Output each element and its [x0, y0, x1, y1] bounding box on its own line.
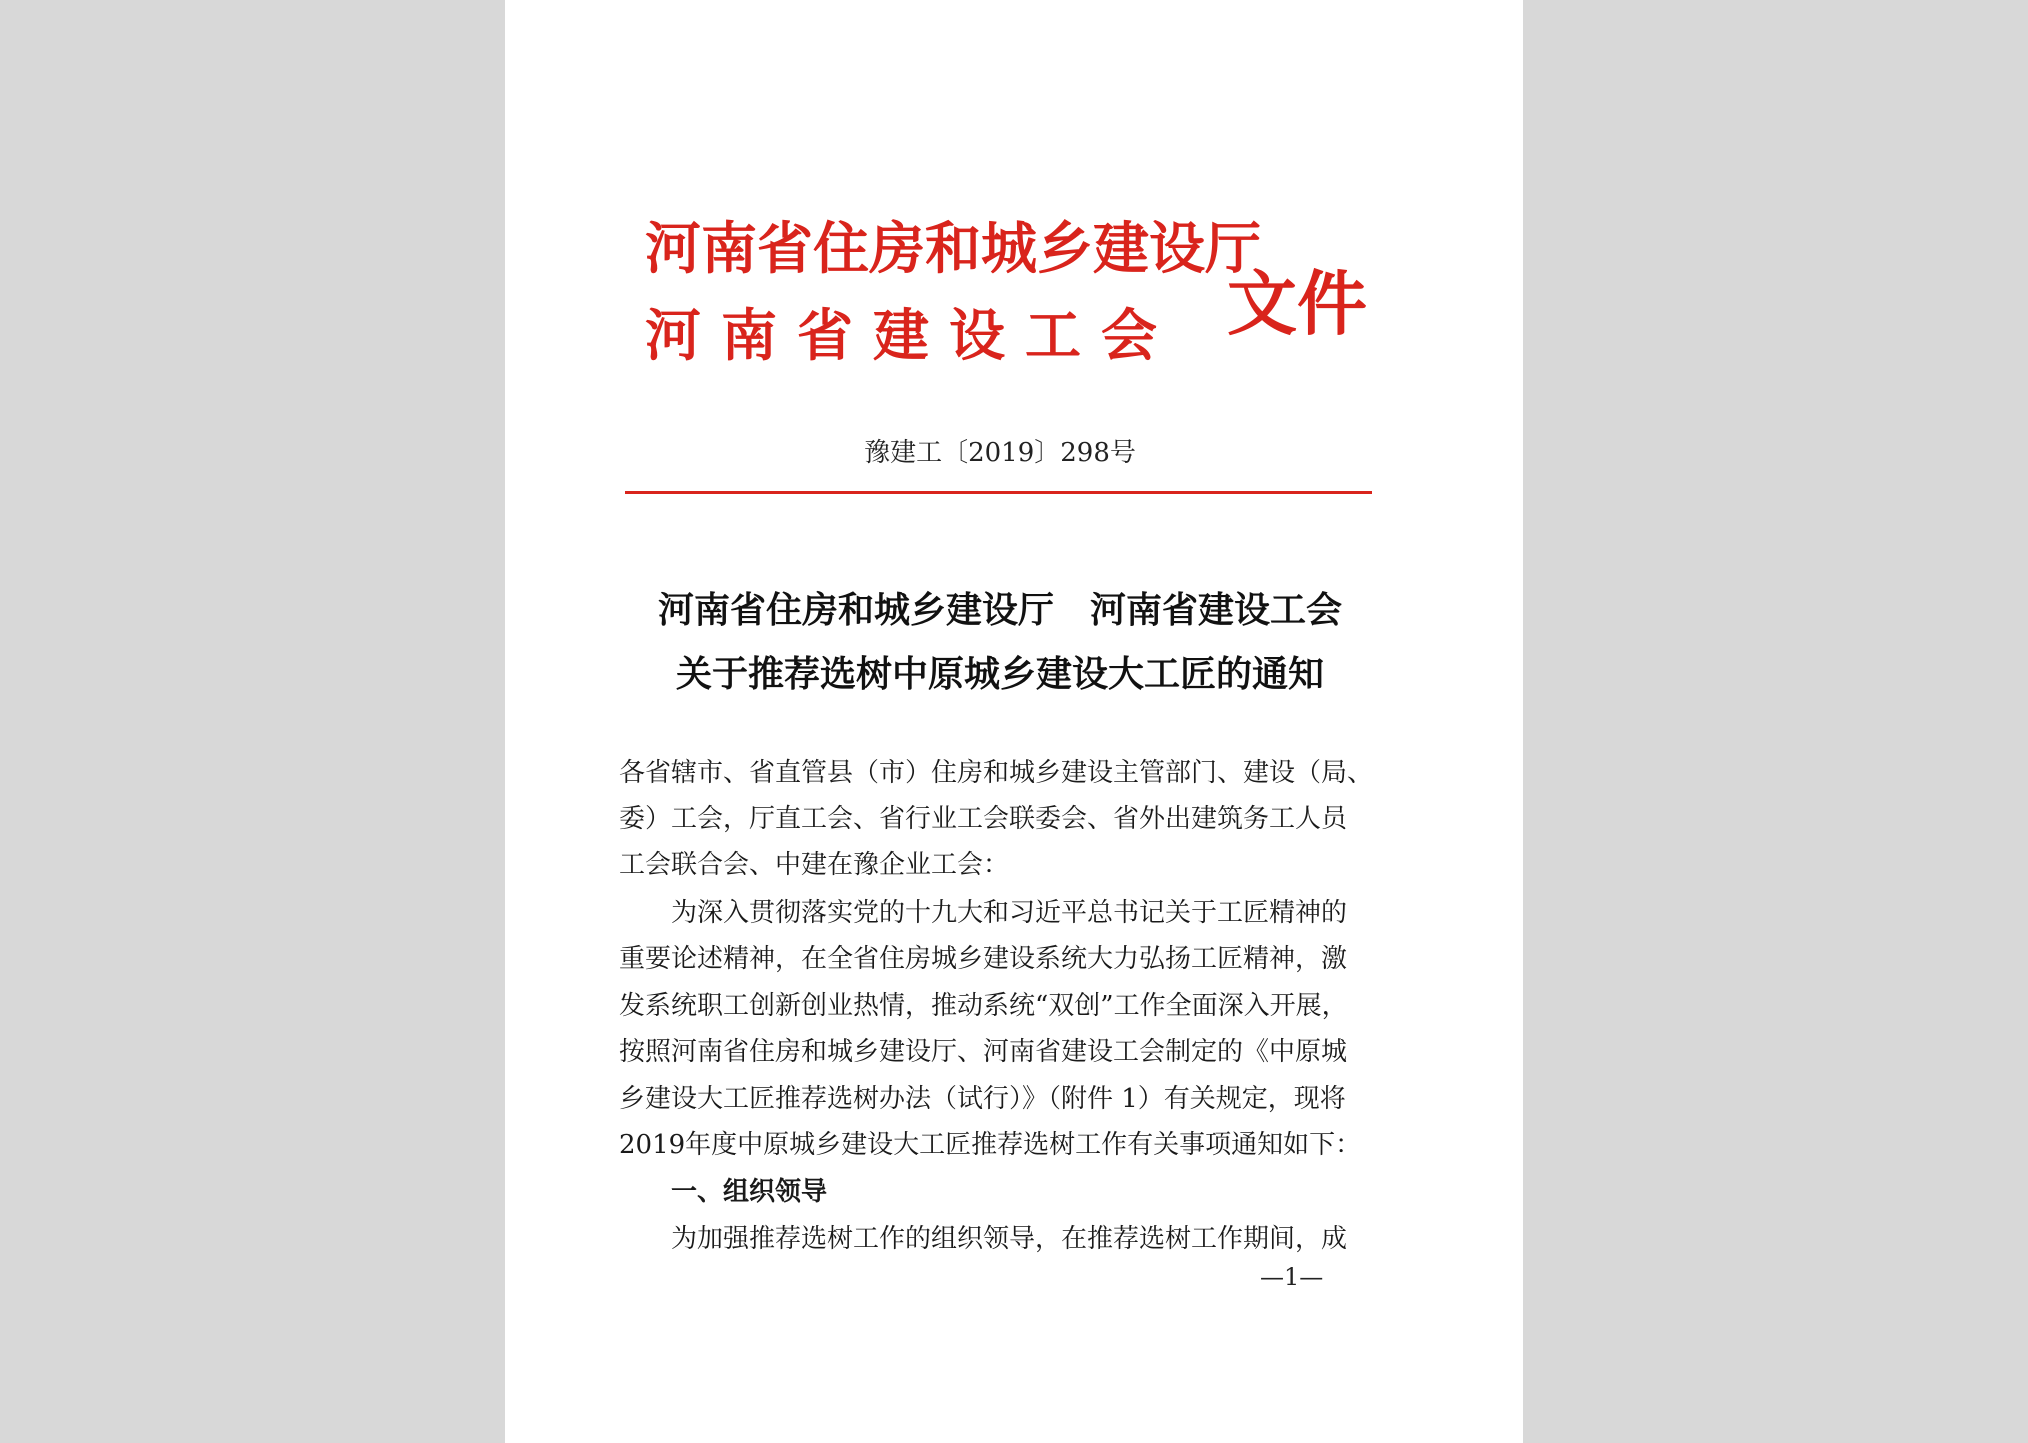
body-line: 为加强推荐选树工作的组织领导，在推荐选树工作期间，成: [619, 1224, 1348, 1254]
body-line: 发系统职工创新创业热情，推动系统“双创”工作全面深入开展，: [619, 991, 1348, 1021]
document-type-label: 文件: [1227, 262, 1367, 345]
body-line: 按照河南省住房和城乡建设厅、河南省建设工会制定的《中原城: [619, 1037, 1348, 1067]
document-number: 豫建工〔2019〕298号: [864, 438, 1136, 468]
body-line: 各省辖市、省直管县（市）住房和城乡建设主管部门、建设（局、: [619, 758, 1374, 788]
issuer-line-housing-dept: 河南省住房和城乡建设厅: [645, 216, 1261, 282]
page-number: —1—: [1260, 1263, 1324, 1291]
red-divider-line: [625, 491, 1372, 494]
body-line: 2019年度中原城乡建设大工匠推荐选树工作有关事项通知如下：: [619, 1130, 1362, 1160]
body-line: 重要论述精神，在全省住房城乡建设系统大力弘扬工匠精神，激: [619, 944, 1348, 974]
issuer-line-construction-union: 河南省建设工会: [645, 303, 1177, 369]
document-page: [505, 0, 1523, 1443]
notice-title-line-2: 关于推荐选树中原城乡建设大工匠的通知: [675, 653, 1324, 695]
notice-title-line-1: 河南省住房和城乡建设厅 河南省建设工会: [657, 589, 1342, 631]
body-line: 工会联合会、中建在豫企业工会：: [619, 850, 1010, 880]
body-line: 乡建设大工匠推荐选树办法（试行）》（附件 1）有关规定，现将: [619, 1084, 1346, 1114]
body-line: 为深入贯彻落实党的十九大和习近平总书记关于工匠精神的: [619, 898, 1348, 928]
section-heading-organization: 一、组织领导: [619, 1177, 828, 1207]
body-line: 委）工会，厅直工会、省行业工会联委会、省外出建筑务工人员: [619, 804, 1348, 834]
